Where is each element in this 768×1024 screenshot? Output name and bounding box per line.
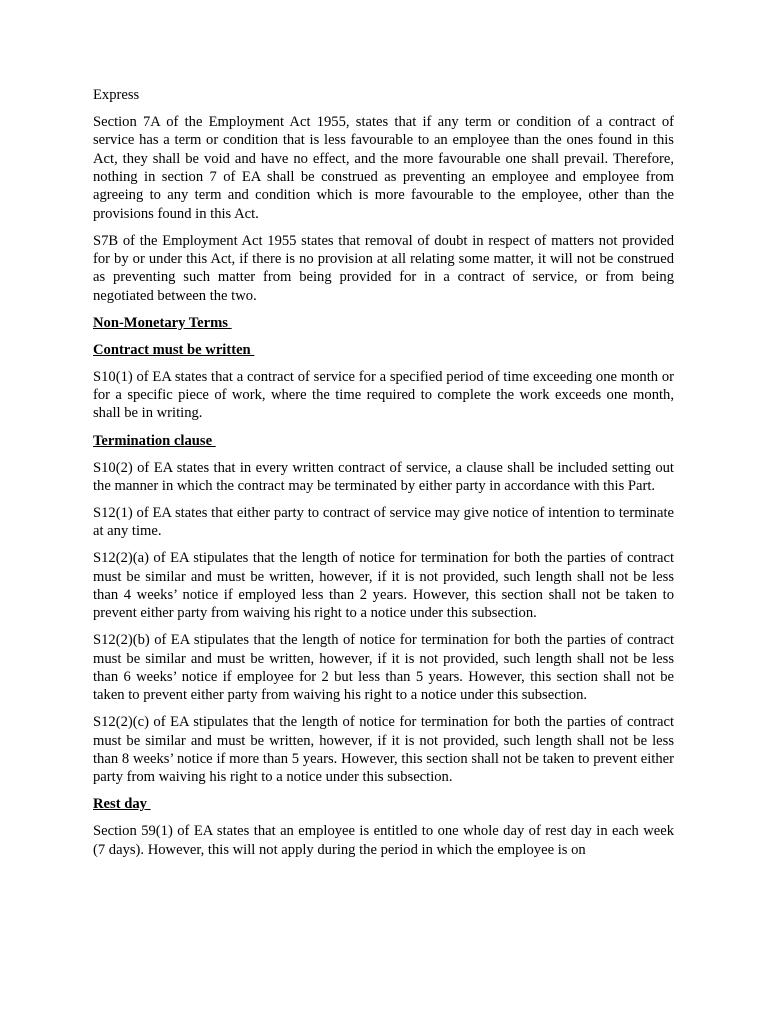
paragraph-s7a: Section 7A of the Employment Act 1955, states that if any term or condition of a contract of service has a term or condition that is less favourable to an employee than the ones found in this Act, they shall be void and have no effect, and the more favourable one shall prevail. Therefore, nothing in section 7 of EA shall be construed as preventing an employee and employee from agreeing to any term and condition which is more favourable to the employee, other than the provisions found in this Act. (93, 114, 674, 222)
section-label-express: Express (93, 87, 140, 103)
heading-contract-must-be-written: Contract must be written (93, 341, 255, 358)
heading-termination-clause: Termination clause (93, 432, 216, 449)
paragraph-s12-2b: S12(2)(b) of EA stipulates that the length of notice for termination for both the parties of contract must be similar and must be written, however, if it is not provided, such length shall not be less than 6 weeks’ notice if employee for 2 but less than 5 years. However, this section shall not be taken to prevent either party from waiving his right to a notice under this subsection. (93, 632, 674, 704)
paragraph-s10-1: S10(1) of EA states that a contract of service for a specified period of time exceeding one month or for a specific piece of work, where the time required to complete the work exceeds one month, shall be in writing. (93, 368, 674, 422)
document-page (93, 86, 674, 859)
paragraph-s10-2: S10(2) of EA states that in every written contract of service, a clause shall be included setting out the manner in which the contract may be terminated by either party in accordance with this Part. (93, 459, 674, 494)
paragraph-s12-2c: S12(2)(c) of EA stipulates that the length of notice for termination for both the parties of contract must be similar and must be written, however, if it is not provided, such length shall not be less than 8 weeks’ notice if more than 5 years. However, this section shall not be taken to prevent either party from waiving his right to a notice under this subsection. (93, 714, 674, 786)
paragraph-s12-1: S12(1) of EA states that either party to contract of service may give notice of intention to terminate at any time. (93, 505, 674, 540)
paragraph-s7b: S7B of the Employment Act 1955 states that removal of doubt in respect of matters not provided for by or under this Act, if there is no provision at all relating some matter, it will not be construed as preventing such matter from being provided for in a contract of service, or from being negotiated between the two. (93, 232, 674, 304)
heading-rest-day: Rest day (93, 796, 151, 813)
paragraph-s12-2a: S12(2)(a) of EA stipulates that the length of notice for termination for both the parties of contract must be similar and must be written, however, if it is not provided, such length shall not be less than 4 weeks’ notice if employed less than 2 years. However, this section shall not be taken to prevent either party from waiving his right to a notice under this subsection. (93, 550, 674, 622)
paragraph-s59-1: Section 59(1) of EA states that an employee is entitled to one whole day of rest day in each week (7 days). However, this will not apply during the period in which the employee is on (93, 823, 674, 858)
heading-non-monetary-terms: Non-Monetary Terms (93, 314, 232, 331)
